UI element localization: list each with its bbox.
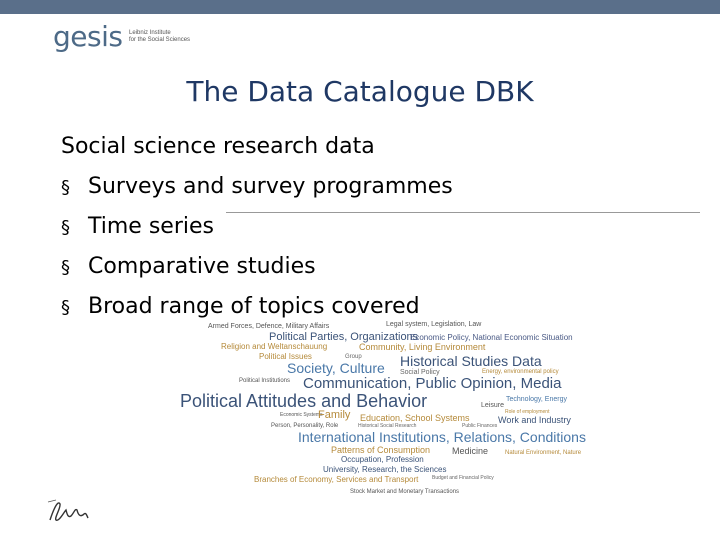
bullet-marker: § <box>61 257 70 278</box>
slide-title: The Data Catalogue DBK <box>186 75 534 108</box>
tag-cloud-word: Role of employment <box>505 409 550 415</box>
tag-cloud-word: Group <box>345 354 362 360</box>
tag-cloud-word: Legal system, Legislation, Law <box>386 321 482 328</box>
tag-cloud-word: Armed Forces, Defence, Military Affairs <box>208 323 330 330</box>
bullet-item <box>61 294 420 319</box>
slide-heading: Social science research data <box>61 134 375 159</box>
tag-cloud-word: Historical Studies Data <box>400 353 542 369</box>
tag-cloud-word: University, Research, the Sciences <box>323 465 447 474</box>
tag-cloud-word: Political Issues <box>259 352 312 361</box>
logo-word: gesis <box>53 20 123 53</box>
tag-cloud-word: Economic Systems <box>280 412 323 418</box>
tag-cloud-word: Family <box>318 409 351 421</box>
tag-cloud-word: Public Finances <box>462 423 498 429</box>
tag-cloud-word: Political Attitudes and Behavior <box>180 391 428 411</box>
tag-cloud-word: Historical Social Research <box>358 423 417 429</box>
tag-cloud-word: Education, School Systems <box>360 413 470 423</box>
tag-cloud-word: Political Institutions <box>239 378 291 384</box>
bullet-marker: § <box>61 177 70 198</box>
tag-cloud-word: Energy, environmental policy <box>482 369 559 375</box>
tag-cloud-word: International Institutions, Relations, Conditions <box>298 429 586 445</box>
bullet-text: Comparative studies <box>88 254 316 279</box>
bullet-marker: § <box>61 297 70 318</box>
leibniz-signature-logo <box>44 494 92 531</box>
tag-cloud-word: Political Parties, Organizations <box>269 331 419 343</box>
tag-cloud-word: Patterns of Consumption <box>331 445 431 455</box>
tag-cloud-word: Occupation, Profession <box>341 455 424 464</box>
tag-cloud-word: Stock Market and Monetary Transactions <box>350 489 460 495</box>
tag-cloud-word: Communication, Public Opinion, Media <box>303 375 562 392</box>
tag-cloud-word: Social Policy <box>400 369 440 376</box>
bullet-text: Time series <box>88 214 214 239</box>
bullet-text: Broad range of topics covered <box>88 294 420 319</box>
tag-cloud-word: Natural Environment, Nature <box>505 450 582 456</box>
tag-cloud-word: Community, Living Environment <box>359 342 486 352</box>
logo-tagline-line-1: Leibniz Institute <box>129 30 171 36</box>
tag-cloud-word: Religion and Weltanschauung <box>221 342 328 351</box>
tag-cloud-word: Society, Culture <box>287 360 385 376</box>
tag-cloud-word: Medicine <box>452 446 489 456</box>
tag-cloud-word: Budget and Financial Policy <box>432 475 494 481</box>
bullet-text: Surveys and survey programmes <box>88 174 453 199</box>
tag-cloud-word: Economic Policy, National Economic Situation <box>410 333 573 342</box>
tag-cloud-word: Work and Industry <box>498 415 571 425</box>
bullet-marker: § <box>61 217 70 238</box>
tag-cloud-word: Leisure <box>481 402 504 409</box>
tag-cloud-word: Technology, Energy <box>506 396 567 403</box>
tag-cloud-word: Branches of Economy, Services and Transport <box>254 475 419 484</box>
tag-cloud-word: Person, Personality, Role <box>271 423 339 429</box>
logo-tagline-line-2: for the Social Sciences <box>129 37 191 43</box>
